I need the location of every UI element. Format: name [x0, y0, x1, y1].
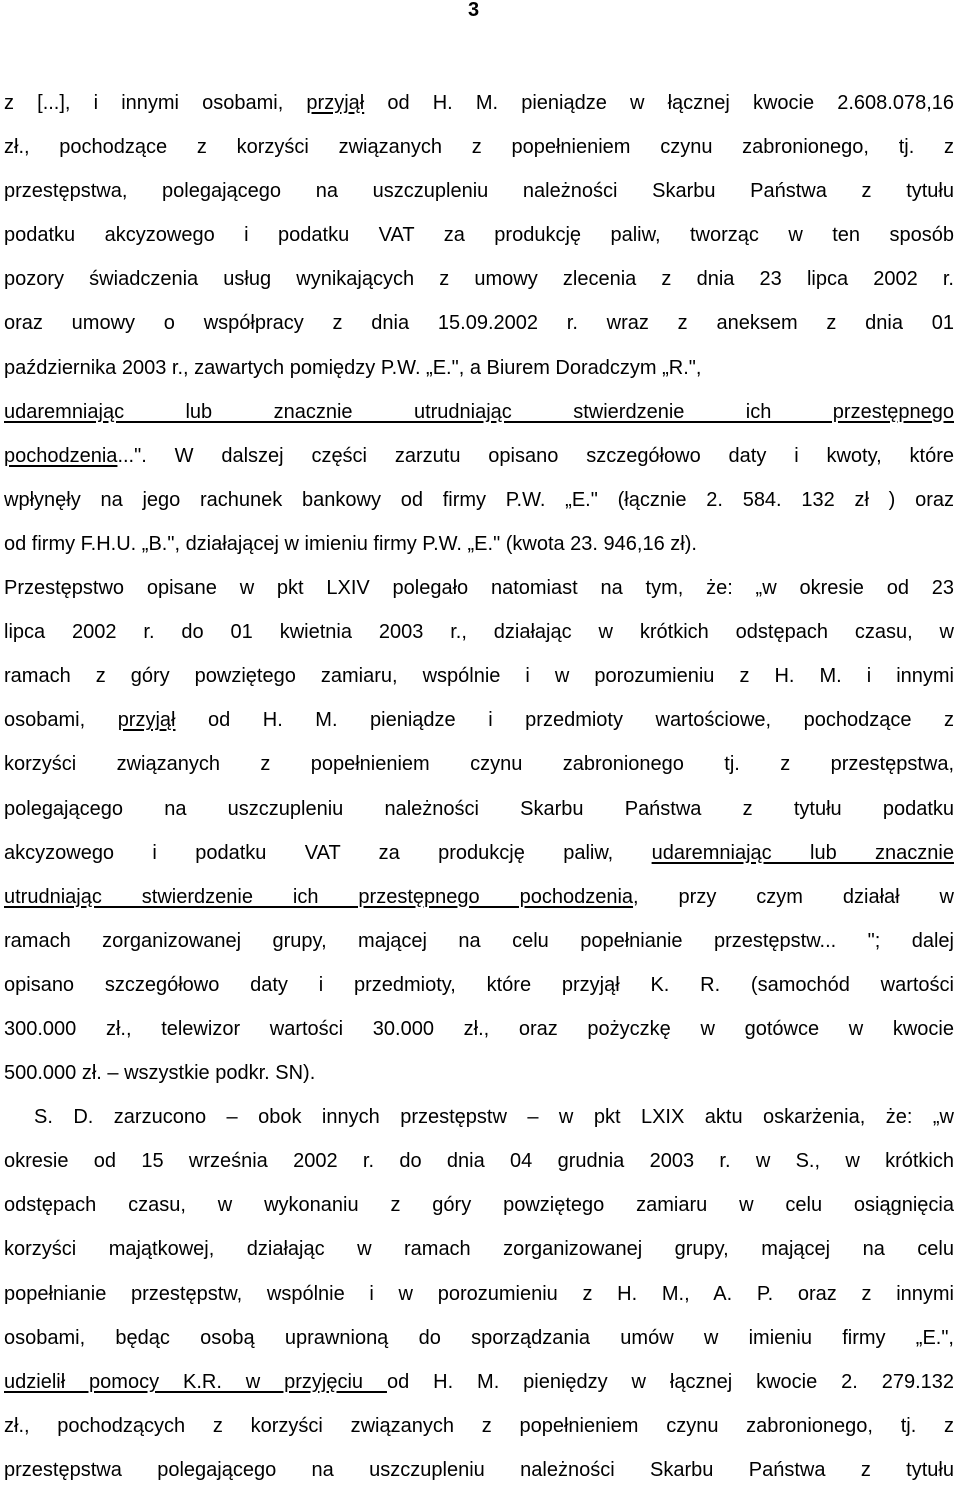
text-segment: polegającego na uszczupleniu należności Skarbu Państwa z tytułu podatku: [4, 797, 954, 820]
text-segment: podatku akcyzowego i podatku VAT za produkcję paliw, tworząc w ten sposób: [4, 224, 954, 247]
text-line: [4, 445, 954, 489]
underlined-text: przyjął: [117, 709, 176, 732]
text-line: [4, 842, 954, 886]
text-segment: zł., pochodzących z korzyści związanych z popełnieniem czynu zabronionego, tj. z: [4, 1414, 954, 1437]
underlined-text: udaremniając lub znacznie: [651, 841, 954, 864]
text-segment: korzyści majątkowej, działając w ramach zorganizowanej grupy, mającej na celu: [4, 1238, 954, 1261]
text-segment: przestępstwa, polegającego na uszczupleniu należności Skarbu Państwa z tytułu: [4, 180, 954, 203]
text-segment: 300.000 zł., telewizor wartości 30.000 zł., oraz pożyczkę w gotówce w kwocie: [4, 1017, 954, 1040]
text-segment: ramach z góry powziętego zamiaru, wspólnie i w porozumieniu z H. M. i innymi: [4, 665, 954, 688]
text-line: [4, 1238, 954, 1282]
text-line: [4, 1283, 954, 1327]
text-line: [4, 401, 954, 445]
text-segment: , przy czym działał w: [633, 885, 954, 908]
text-segment: popełnianie przestępstw, wspólnie i w porozumieniu z H. M., A. P. oraz z innymi: [4, 1282, 954, 1305]
body-text: [4, 92, 954, 1503]
text-line: [4, 1150, 954, 1194]
text-line: [4, 1194, 954, 1238]
text-line: [4, 753, 954, 797]
text-segment: odstępach czasu, w wykonaniu z góry powziętego zamiaru w celu osiągnięcia: [4, 1194, 954, 1217]
text-line: [4, 136, 954, 180]
text-line: [4, 974, 954, 1018]
text-line: [4, 930, 954, 974]
text-line: [4, 489, 954, 533]
text-segment: ...". W dalszej części zarzutu opisano szczegółowo daty i kwoty, które: [117, 444, 954, 467]
text-line: [4, 92, 954, 136]
page-number: 3: [468, 0, 480, 21]
text-segment: okresie od 15 września 2002 r. do dnia 04 grudnia 2003 r. w S., w krótkich: [4, 1150, 954, 1173]
text-line: [4, 665, 954, 709]
text-line: [4, 1062, 954, 1106]
text-segment: opisano szczegółowo daty i przedmioty, które przyjął K. R. (samochód wartości: [4, 973, 954, 996]
text-line: [4, 1459, 954, 1503]
text-line: [4, 577, 954, 621]
text-segment: od H. M. pieniądze w łącznej kwocie 2.608.078,16: [364, 92, 955, 114]
text-segment: oraz umowy o współpracy z dnia 15.09.2002 r. wraz z aneksem z dnia 01: [4, 312, 954, 335]
text-line: [4, 268, 954, 312]
text-segment: 500.000 zł. – wszystkie podkr. SN).: [4, 1062, 316, 1085]
text-line: [4, 1327, 954, 1371]
text-segment: lipca 2002 r. do 01 kwietnia 2003 r., działając w krótkich odstępach czasu, w: [4, 621, 954, 644]
text-segment: akcyzowego i podatku VAT za produkcję paliw,: [4, 841, 652, 864]
text-segment: od H. M. pieniądze i przedmioty wartościowe, pochodzące z: [175, 709, 954, 732]
text-line: [4, 1018, 954, 1062]
text-segment: S. D. zarzucono – obok innych przestępstw – w pkt LXIX aktu oskarżenia, że: „w: [34, 1106, 954, 1129]
text-segment: pozory świadczenia usług wynikających z umowy zlecenia z dnia 23 lipca 2002 r.: [4, 268, 954, 291]
text-segment: od firmy F.H.U. „B.", działającej w imieniu firmy P.W. „E." (kwota 23. 946,16 zł).: [4, 532, 697, 555]
text-segment: wpłynęły na jego rachunek bankowy od firmy P.W. „E." (łącznie 2. 584. 132 zł ) oraz: [4, 488, 954, 511]
text-line: [4, 1415, 954, 1459]
text-line: [4, 886, 954, 930]
text-line: [4, 1106, 954, 1150]
text-line: [4, 621, 954, 665]
text-segment: ramach zorganizowanej grupy, mającej na celu popełnianie przestępstw... "; dalej: [4, 929, 954, 952]
text-line: [4, 798, 954, 842]
text-line: [4, 224, 954, 268]
text-line: [4, 1371, 954, 1415]
underlined-text: przyjął: [306, 92, 365, 114]
text-segment: osobami,: [4, 709, 118, 732]
underlined-text: pochodzenia: [4, 444, 118, 467]
text-segment: z [...], i innymi osobami,: [4, 92, 307, 114]
text-line: [4, 180, 954, 224]
text-line: [4, 533, 954, 577]
underlined-text: udaremniając lub znacznie utrudniając stwierdzenie ich przestępnego: [4, 400, 954, 423]
underlined-text: utrudniając stwierdzenie ich przestępnego pochodzenia: [4, 885, 634, 908]
text-line: [4, 357, 954, 401]
text-segment: października 2003 r., zawartych pomiędzy P.W. „E.", a Biurem Doradczym „R.",: [4, 356, 702, 379]
text-line: [4, 709, 954, 753]
text-segment: przestępstwa polegającego na uszczupleniu należności Skarbu Państwa z tytułu: [4, 1458, 954, 1481]
text-segment: korzyści związanych z popełnieniem czynu zabronionego tj. z przestępstwa,: [4, 753, 954, 776]
text-segment: od H. M. pieniędzy w łącznej kwocie 2. 279.132: [386, 1370, 954, 1393]
text-segment: zł., pochodzące z korzyści związanych z popełnieniem czynu zabronionego, tj. z: [4, 136, 954, 159]
text-line: [4, 312, 954, 356]
underlined-text: udzielił pomocy K.R. w przyjęciu: [4, 1370, 387, 1393]
text-segment: osobami, będąc osobą uprawnioną do sporządzania umów w imieniu firmy „E.",: [4, 1326, 954, 1349]
text-segment: Przestępstwo opisane w pkt LXIV polegało natomiast na tym, że: „w okresie od 23: [4, 577, 954, 600]
